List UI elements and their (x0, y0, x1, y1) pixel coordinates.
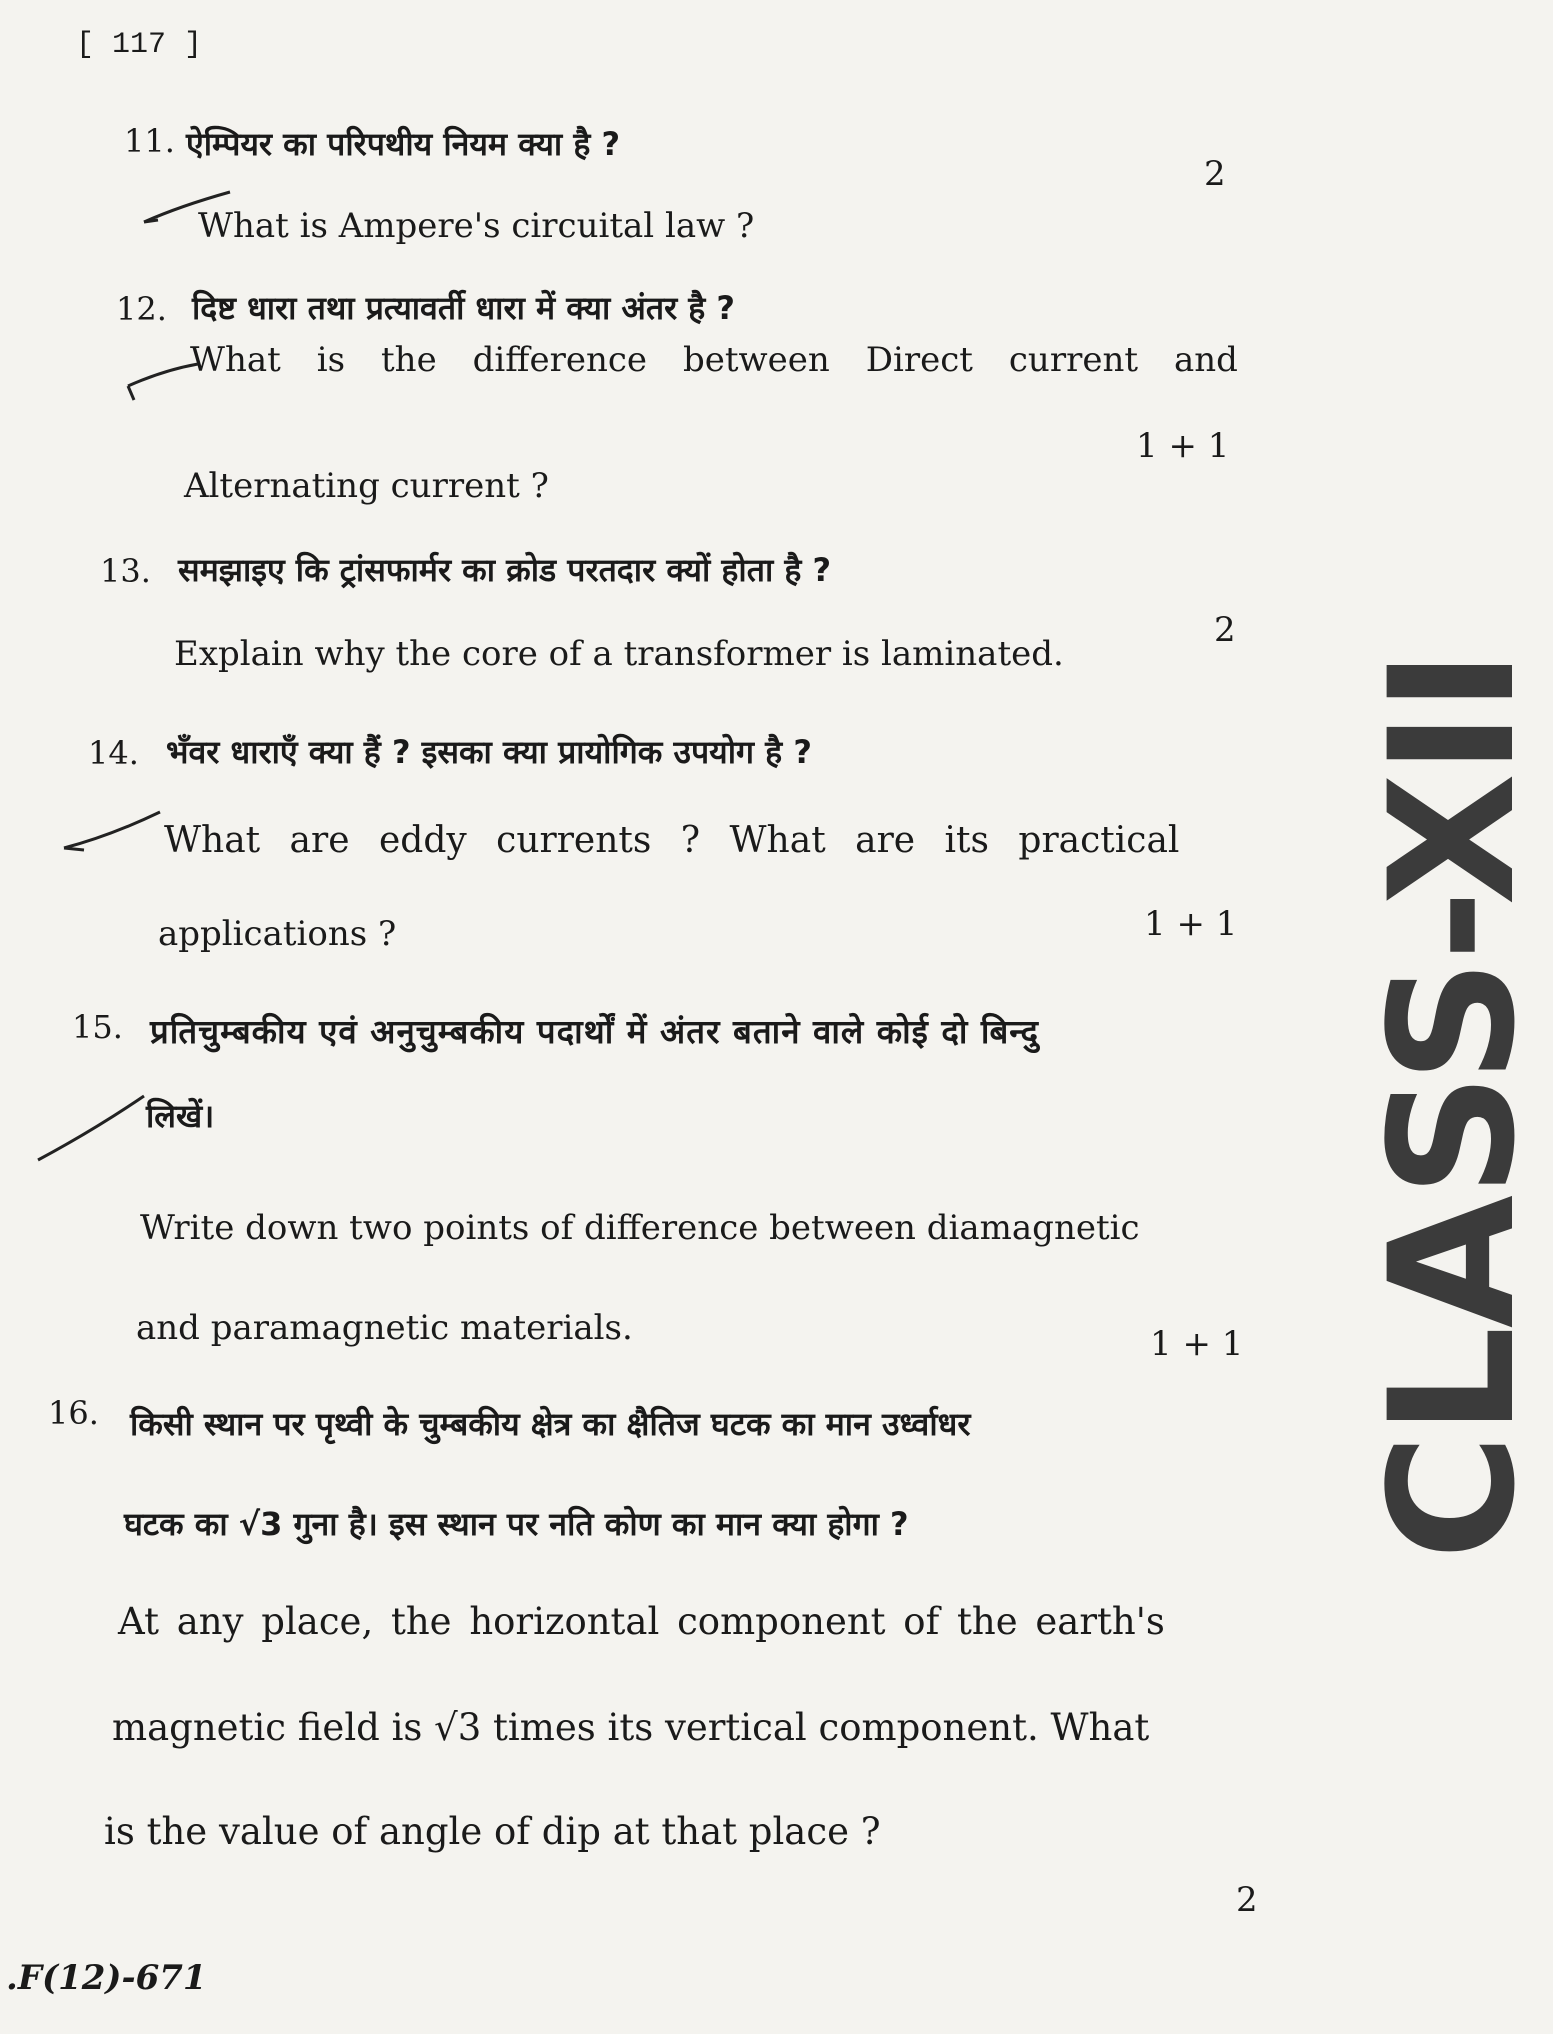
tick-mark-icon (34, 1090, 154, 1170)
question-13-english: Explain why the core of a transformer is laminated. (174, 634, 1064, 674)
paper-code: .F(12)-671 (6, 1958, 207, 1998)
word: Direct (865, 340, 973, 380)
question-14-english-line-2: applications ? (158, 914, 397, 954)
question-13-number: 13. (100, 552, 151, 590)
question-16-number: 16. (48, 1394, 99, 1432)
question-12-number: 12. (116, 290, 167, 328)
question-14-english-line-1: What are eddy currents ? What are its practical (164, 820, 1180, 861)
question-15-number: 15. (72, 1008, 123, 1046)
question-15-hindi-line-2: लिखें। (146, 1097, 215, 1135)
question-13-hindi: समझाइए कि ट्रांसफार्मर का क्रोड परतदार क्यों होता है ? (178, 551, 832, 589)
question-14-marks: 1 + 1 (1144, 904, 1238, 944)
question-11-number: 11. (124, 122, 175, 160)
tick-mark-icon (60, 806, 170, 856)
word: and (1173, 340, 1238, 380)
question-16-english-line-3: is the value of angle of dip at that place ? (104, 1810, 881, 1853)
question-11-hindi: ऐम्पियर का परिपथीय नियम क्या है ? (186, 125, 621, 163)
page-number: [ 117 ] (76, 28, 203, 62)
word: What (190, 340, 281, 380)
question-16-hindi-line-1: किसी स्थान पर पृथ्वी के चुम्बकीय क्षेत्र का क्षैतिज घटक का मान उर्ध्वाधर (130, 1405, 971, 1443)
question-13-marks: 2 (1214, 610, 1236, 650)
question-16-english-line-1: At any place, the horizontal component of the earth's (118, 1600, 1165, 1643)
question-14-hindi: भँवर धाराएँ क्या हैं ? इसका क्या प्रायोगिक उपयोग है ? (166, 733, 812, 771)
tick-mark-icon (140, 186, 240, 236)
question-12-english-line-1-text (190, 340, 1238, 380)
question-11-english: What is Ampere's circuital law ? (198, 206, 755, 246)
word: is (316, 340, 346, 380)
word: current (1008, 340, 1139, 380)
question-15-marks: 1 + 1 (1150, 1324, 1244, 1364)
question-15-hindi-line-1: प्रतिचुम्बकीय एवं अनुचुम्बकीय पदार्थों में अंतर बताने वाले कोई दो बिन्दु (150, 1012, 1040, 1051)
word: between (682, 340, 830, 380)
question-12-english-line-1 (190, 340, 1238, 380)
question-16-hindi-line-2: घटक का √3 गुना है। इस स्थान पर नति कोण का मान क्या होगा ? (124, 1505, 909, 1543)
question-14-number: 14. (88, 734, 139, 772)
tick-mark-icon (124, 360, 204, 410)
question-16-english-line-2: magnetic field is √3 times its vertical component. What (112, 1706, 1150, 1749)
question-15-english-line-1: Write down two points of difference between diamagnetic (140, 1208, 1140, 1248)
word: difference (472, 340, 648, 380)
question-16-marks: 2 (1236, 1880, 1258, 1920)
question-15-english-line-2: and paramagnetic materials. (136, 1308, 633, 1348)
word: the (381, 340, 437, 380)
class-watermark: CLASS-XII (1352, 651, 1553, 1560)
question-12-marks: 1 + 1 (1136, 426, 1230, 466)
question-12-english-line-2: Alternating current ? (184, 466, 549, 506)
question-12-hindi: दिष्ट धारा तथा प्रत्यावर्ती धारा में क्या अंतर है ? (192, 289, 735, 327)
question-11-marks: 2 (1204, 154, 1226, 194)
